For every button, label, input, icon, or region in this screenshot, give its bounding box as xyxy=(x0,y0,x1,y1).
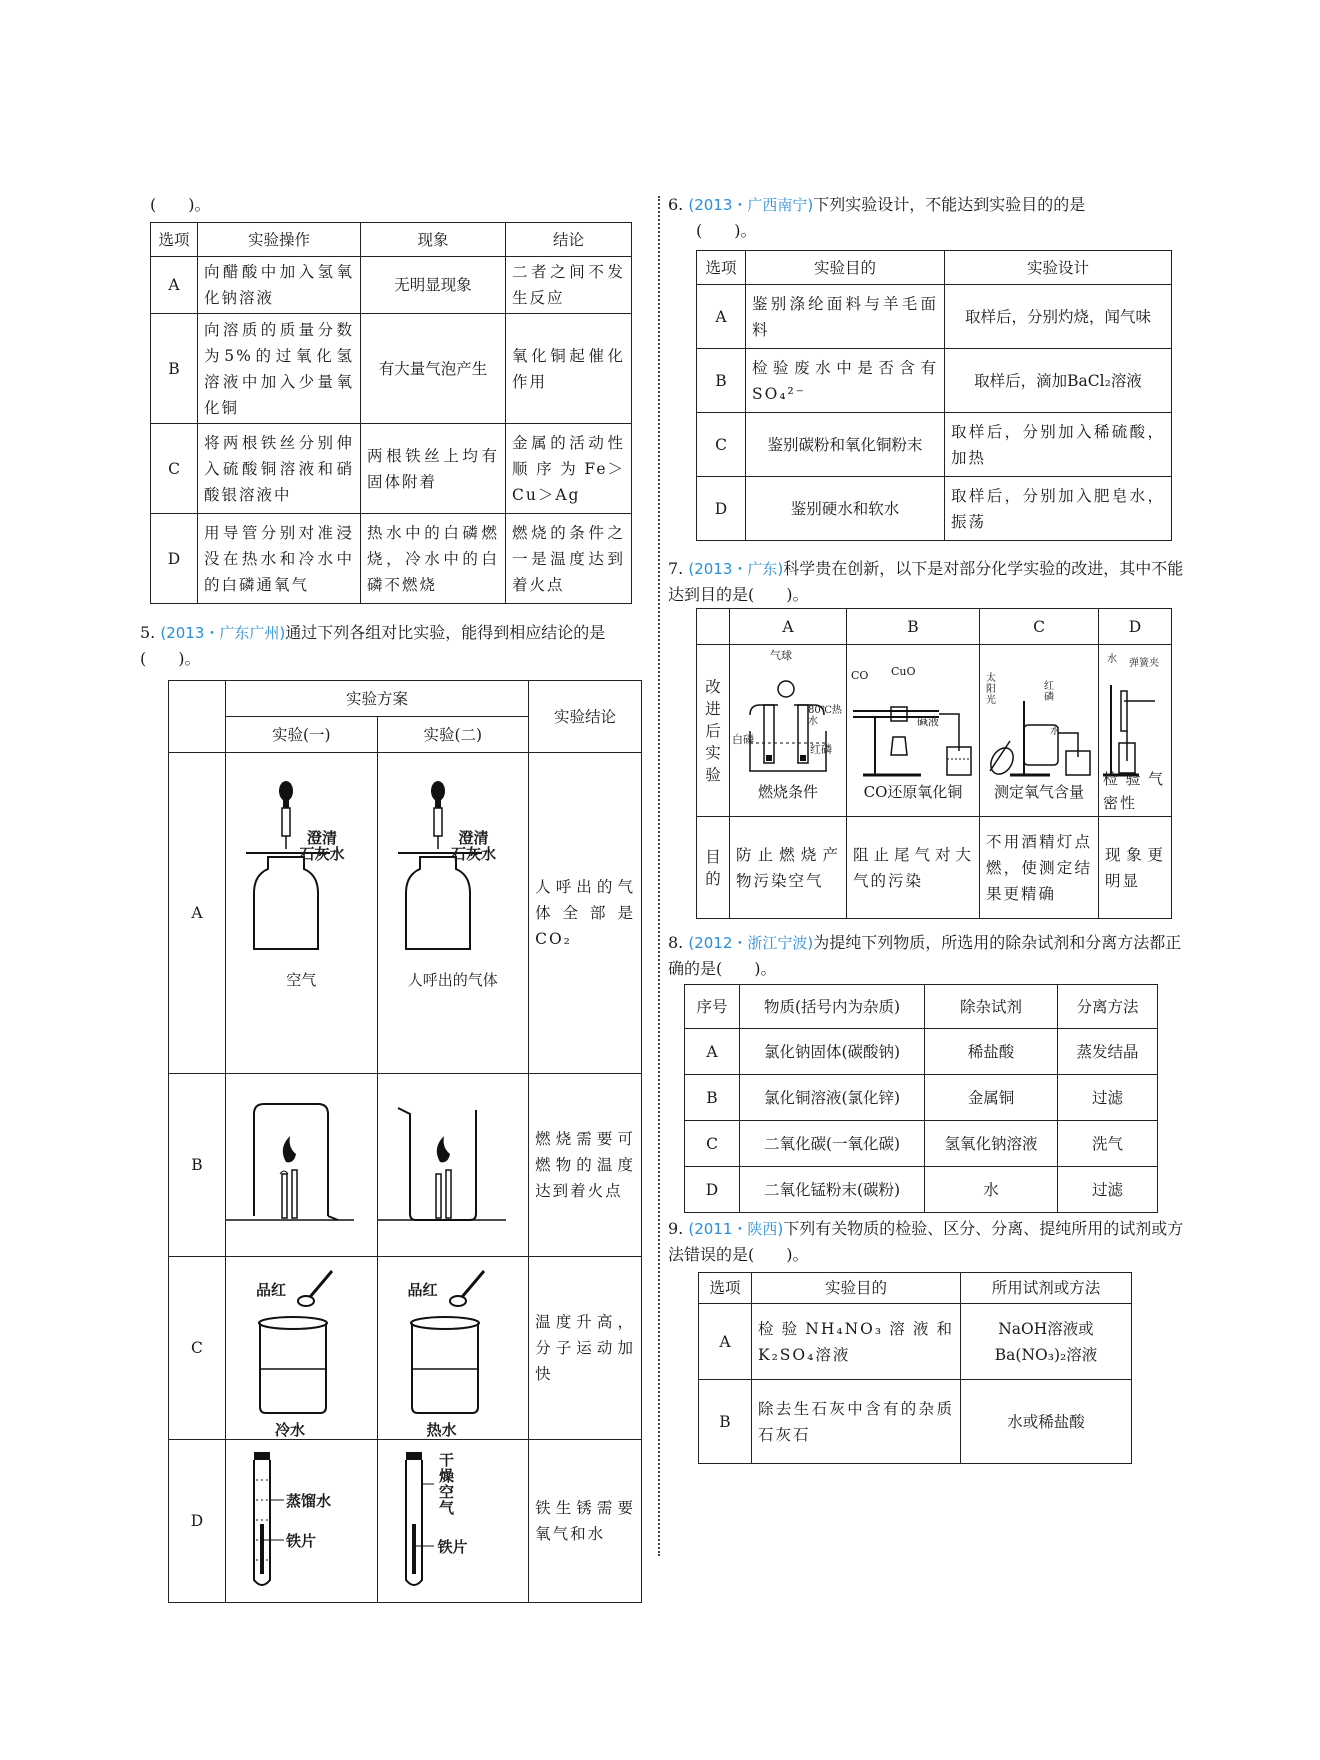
q5-c-caption-hot: 热水 xyxy=(426,1421,457,1439)
q4-row-a-option: A xyxy=(151,257,198,314)
q4-table xyxy=(150,222,632,604)
dye-spoon-hot-water-beaker-diagram xyxy=(378,1257,506,1439)
q8-row-a-reagent: 稀盐酸 xyxy=(925,1029,1058,1075)
q4-row-c-phenomenon: 两根铁丝上均有固体附着 xyxy=(361,424,506,514)
q8-row-d-option: D xyxy=(685,1167,740,1213)
q5-c-caption-cold: 冷水 xyxy=(274,1421,305,1439)
q8-table xyxy=(684,984,1158,1213)
q4-stem: ( )。 xyxy=(150,195,211,214)
q6-text-2: ( )。 xyxy=(696,221,757,240)
q7-text: 科学贵在创新，以下是对部分化学实验的改进，其中不能达到目的是( )。 xyxy=(668,559,1184,604)
q7-header-d: D xyxy=(1099,609,1172,645)
q6-text: 下列实验设计，不能达到实验目的的是 xyxy=(813,195,1086,214)
q5-d-water-label: 蒸馏水 xyxy=(285,1492,331,1510)
q7-row-label-goal: 目的 xyxy=(697,817,730,919)
q5-row-d-exp1 xyxy=(225,1440,377,1603)
dye-spoon-cold-water-beaker-diagram xyxy=(226,1257,354,1439)
iron-in-distilled-water-tube-diagram xyxy=(226,1440,354,1602)
q6-row-c-goal: 鉴别碳粉和氧化铜粉末 xyxy=(746,413,945,477)
q6-header-goal: 实验目的 xyxy=(746,251,945,285)
q7-b-caption: CO还原氧化铜 xyxy=(863,783,963,801)
q7-a-white-phosphorus-label: 白磷 xyxy=(732,733,754,746)
q8-row-c-method: 洗气 xyxy=(1058,1121,1158,1167)
q7-b-co-label: CO xyxy=(851,669,869,682)
q7-b-cuo-label: CuO xyxy=(891,665,916,678)
q5-stem xyxy=(140,620,640,672)
q5-row-a-conclusion: 人呼出的气体全部是CO₂ xyxy=(529,753,642,1074)
q5-row-b-exp2 xyxy=(377,1074,529,1257)
q9-table xyxy=(698,1272,1132,1464)
q8-row-d-method: 过滤 xyxy=(1058,1167,1158,1213)
q8-row-c-option: C xyxy=(685,1121,740,1167)
q8-header-substance: 物质(括号内为杂质) xyxy=(740,985,925,1029)
q5-row-c-exp1 xyxy=(225,1257,377,1440)
q5-number: 5. xyxy=(140,623,156,642)
q5-row-b-exp1 xyxy=(225,1074,377,1257)
q4-row-a-operation: 向醋酸中加入氢氧化钠溶液 xyxy=(198,257,361,314)
q5-row-b-option: B xyxy=(169,1074,226,1257)
q6-row-b-design: 取样后，滴加BaCl₂溶液 xyxy=(945,349,1172,413)
q6-row-d-goal: 鉴别硬水和软水 xyxy=(746,477,945,541)
q6-header-design: 实验设计 xyxy=(945,251,1172,285)
q4-row-b-conclusion: 氧化铜起催化作用 xyxy=(506,314,632,424)
q8-header-index: 序号 xyxy=(685,985,740,1029)
q8-row-b-method: 过滤 xyxy=(1058,1075,1158,1121)
q9-row-a-goal: 检验NH₄NO₃溶液和K₂SO₄溶液 xyxy=(752,1304,961,1380)
q6-row-a-goal: 鉴别涤纶面料与羊毛面料 xyxy=(746,285,945,349)
q6-row-d-design: 取样后，分别加入肥皂水，振荡 xyxy=(945,477,1172,541)
q9-row-b-goal: 除去生石灰中含有的杂质石灰石 xyxy=(752,1380,961,1464)
q8-header-method: 分离方法 xyxy=(1058,985,1158,1029)
q7-a-balloon-label: 气球 xyxy=(770,649,792,662)
q8-number: 8. xyxy=(668,933,684,952)
q7-source: (2013・广东) xyxy=(688,560,784,578)
q5-a-caption-breath: 人呼出的气体 xyxy=(407,971,498,989)
q5-header-conclusion: 实验结论 xyxy=(529,681,642,753)
q6-table xyxy=(696,250,1172,541)
q5-row-b-conclusion: 燃烧需要可燃物的温度达到着火点 xyxy=(529,1074,642,1257)
q5-c-dye-label-2: 品红 xyxy=(407,1281,438,1299)
q9-header-goal: 实验目的 xyxy=(752,1273,961,1304)
q9-row-a-method: NaOH溶液或Ba(NO₃)₂溶液 xyxy=(961,1304,1132,1380)
q5-row-c-conclusion: 温度升高，分子运动加快 xyxy=(529,1257,642,1440)
q7-header-blank xyxy=(697,609,730,645)
q8-row-a-substance: 氯化钠固体(碳酸钠) xyxy=(740,1029,925,1075)
q4-row-b-option: B xyxy=(151,314,198,424)
q4-row-d-operation: 用导管分别对准浸没在热水和冷水中的白磷通氧气 xyxy=(198,514,361,604)
q5-d-iron-label: 铁片 xyxy=(285,1532,316,1550)
q8-row-b-reagent: 金属铜 xyxy=(925,1075,1058,1121)
q7-c-sunlight-label: 太阳光 xyxy=(986,673,996,706)
candles-under-bell-jar-diagram xyxy=(226,1074,354,1256)
q7-cell-d xyxy=(1099,645,1172,817)
q8-row-c-reagent: 氢氧化钠溶液 xyxy=(925,1121,1058,1167)
q5-d-iron-label-2: 铁片 xyxy=(437,1538,468,1556)
q4-row-b-operation: 向溶质的质量分数为5%的过氧化氢溶液中加入少量氧化铜 xyxy=(198,314,361,424)
q4-row-d-phenomenon: 热水中的白磷燃烧，冷水中的白磷不燃烧 xyxy=(361,514,506,604)
q7-a-red-phosphorus-label: 红磷 xyxy=(810,743,832,756)
q4-row-a-phenomenon: 无明显现象 xyxy=(361,257,506,314)
q5-row-d-conclusion: 铁生锈需要氧气和水 xyxy=(529,1440,642,1603)
q9-row-b-method: 水或稀盐酸 xyxy=(961,1380,1132,1464)
q7-goal-d: 现象更明显 xyxy=(1099,817,1172,919)
q9-text: 下列有关物质的检验、区分、分离、提纯所用的试剂或方法错误的是( )。 xyxy=(668,1219,1184,1264)
q6-header-option: 选项 xyxy=(697,251,746,285)
q4-header-option: 选项 xyxy=(151,223,198,257)
candles-in-beaker-diagram xyxy=(378,1074,506,1256)
q5-row-c-exp2 xyxy=(377,1257,529,1440)
q5-header-exp1: 实验(一) xyxy=(225,717,377,753)
q9-number: 9. xyxy=(668,1219,684,1238)
q7-cell-b xyxy=(847,645,980,817)
q6-number: 6. xyxy=(668,195,684,214)
q7-goal-c: 不用酒精灯点燃，使测定结果更精确 xyxy=(980,817,1099,919)
q7-goal-b: 阻止尾气对大气的污染 xyxy=(847,817,980,919)
q5-table xyxy=(168,680,642,1603)
column-divider xyxy=(658,196,660,1556)
q7-cell-c xyxy=(980,645,1099,817)
q7-stem xyxy=(668,556,1188,608)
q5-row-a-exp2 xyxy=(377,753,529,1074)
q6-row-c-design: 取样后，分别加入稀硫酸，加热 xyxy=(945,413,1172,477)
q7-a-caption: 燃烧条件 xyxy=(757,783,818,801)
q5-c-dye-label: 品红 xyxy=(255,1281,286,1299)
q6-row-b-goal: 检验废水中是否含有SO₄²⁻ xyxy=(746,349,945,413)
q4-header-operation: 实验操作 xyxy=(198,223,361,257)
q9-row-a-option: A xyxy=(699,1304,752,1380)
q5-header-scheme: 实验方案 xyxy=(225,681,528,717)
q8-row-a-method: 蒸发结晶 xyxy=(1058,1029,1158,1075)
q8-row-c-substance: 二氧化碳(一氧化碳) xyxy=(740,1121,925,1167)
q8-row-b-substance: 氯化铜溶液(氯化锌) xyxy=(740,1075,925,1121)
q4-row-b-phenomenon: 有大量气泡产生 xyxy=(361,314,506,424)
q4-row-a-conclusion: 二者之间不发生反应 xyxy=(506,257,632,314)
q5-row-d-exp2 xyxy=(377,1440,529,1603)
q5-d-air-label: 干燥空气 xyxy=(439,1451,455,1517)
q7-c-red-phosphorus-label: 红磷 xyxy=(1044,681,1054,703)
q6-row-a-option: A xyxy=(697,285,746,349)
q5-a-reagent-label-1b: 澄清 xyxy=(458,829,489,847)
q5-header-blank xyxy=(169,681,226,753)
q5-a-reagent-label-2: 石灰水 xyxy=(299,845,345,863)
q7-d-caption: 检验气密性 xyxy=(1103,770,1165,812)
q4-row-d-conclusion: 燃烧的条件之一是温度达到着火点 xyxy=(506,514,632,604)
q9-header-option: 选项 xyxy=(699,1273,752,1304)
q7-d-clip-label: 弹簧夹 xyxy=(1129,658,1159,669)
q9-row-b-option: B xyxy=(699,1380,752,1464)
q4-header-phenomenon: 现象 xyxy=(361,223,506,257)
q6-row-d-option: D xyxy=(697,477,746,541)
q7-d-water-label: 水 xyxy=(1107,654,1117,665)
q5-source: (2013・广东广州) xyxy=(160,624,286,642)
q6-row-b-option: B xyxy=(697,349,746,413)
q8-source: (2012・浙江宁波) xyxy=(688,934,814,952)
q5-a-reagent-label-1: 澄清 xyxy=(306,829,337,847)
q5-header-exp2: 实验(二) xyxy=(377,717,529,753)
q4-row-c-option: C xyxy=(151,424,198,514)
q7-cell-a xyxy=(730,645,847,817)
q7-number: 7. xyxy=(668,559,684,578)
q9-source: (2011・陕西) xyxy=(688,1220,784,1238)
q8-row-d-substance: 二氧化锰粉末(碳粉) xyxy=(740,1167,925,1213)
q8-row-b-option: B xyxy=(685,1075,740,1121)
q7-header-b: B xyxy=(847,609,980,645)
q7-b-lye-label: 碱液 xyxy=(917,715,939,728)
q7-header-c: C xyxy=(980,609,1099,645)
q5-row-a-option: A xyxy=(169,753,226,1074)
q7-a-hot-water-label: 80℃热水 xyxy=(808,705,842,727)
q8-row-d-reagent: 水 xyxy=(925,1167,1058,1213)
q4-row-c-operation: 将两根铁丝分别伸入硫酸铜溶液和硝酸银溶液中 xyxy=(198,424,361,514)
q6-row-a-design: 取样后，分别灼烧，闻气味 xyxy=(945,285,1172,349)
q8-text: 为提纯下列物质，所选用的除杂试剂和分离方法都正确的是( )。 xyxy=(668,933,1182,978)
q4-row-d-option: D xyxy=(151,514,198,604)
q4-row-c-conclusion: 金属的活动性顺序为Fe＞Cu＞Ag xyxy=(506,424,632,514)
q9-header-method: 所用试剂或方法 xyxy=(961,1273,1132,1304)
q5-row-c-option: C xyxy=(169,1257,226,1440)
q6-row-c-option: C xyxy=(697,413,746,477)
q7-header-a: A xyxy=(730,609,847,645)
q4-header-conclusion: 结论 xyxy=(506,223,632,257)
q6-stem xyxy=(668,192,1188,244)
q9-stem xyxy=(668,1216,1188,1268)
q5-text: 通过下列各组对比实验，能得到相应结论的是( )。 xyxy=(140,623,606,668)
q5-row-a-exp1 xyxy=(225,753,377,1074)
q7-row-label-improved: 改进后实验 xyxy=(697,645,730,817)
q7-c-water-label: 水 xyxy=(1050,726,1060,737)
q6-source: (2013・广西南宁) xyxy=(688,196,814,214)
q5-a-caption-air: 空气 xyxy=(286,971,317,989)
q5-row-d-option: D xyxy=(169,1440,226,1603)
q7-table xyxy=(696,608,1172,919)
q7-goal-a: 防止燃烧产物污染空气 xyxy=(730,817,847,919)
q8-row-a-option: A xyxy=(685,1029,740,1075)
q5-a-reagent-label-2b: 石灰水 xyxy=(451,845,497,863)
q8-header-reagent: 除杂试剂 xyxy=(925,985,1058,1029)
q8-stem xyxy=(668,930,1188,982)
q7-c-caption: 测定氧气含量 xyxy=(993,783,1084,801)
